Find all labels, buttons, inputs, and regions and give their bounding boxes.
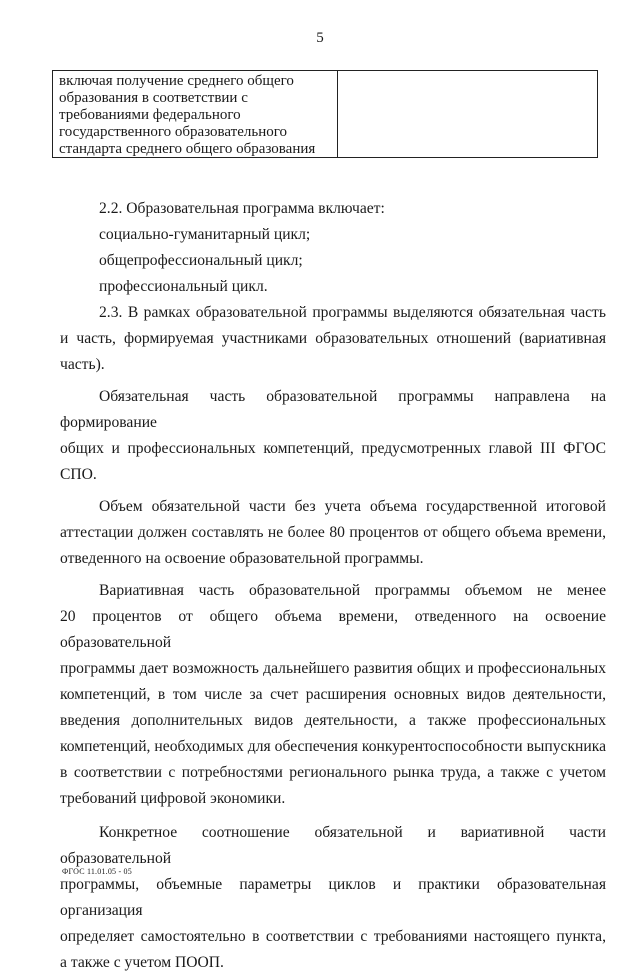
text-line: 2.3. В рамках образовательной программы выделяются обязательная часть — [99, 304, 606, 321]
paragraph-mandatory-volume — [60, 494, 606, 572]
text-line: введения дополнительных видов деятельности, а также профессиональных — [60, 712, 606, 729]
text-line: требований цифровой экономики. — [60, 790, 286, 807]
document-code-footer: ФГОС 11.01.05 - 05 — [62, 867, 132, 876]
table-cell-line: требованиями федерального — [59, 107, 241, 123]
text-line: программы дает возможность дальнейшего развития общих и профессиональных — [60, 660, 606, 677]
text-line: часть). — [60, 356, 105, 373]
page-number: 5 — [316, 30, 324, 46]
text-line: Объем обязательной части без учета объема государственной итоговой — [99, 498, 606, 515]
table-cell-line: включая получение среднего общего — [59, 73, 294, 89]
text-line: в соответствии с потребностями регионального рынка труда, а также с учетом — [60, 764, 606, 781]
paragraph-ratio — [60, 820, 606, 976]
list-item — [60, 248, 606, 274]
text-line: программы, объемные параметры циклов и практики образовательная организация — [60, 876, 606, 919]
paragraph-variable-part — [60, 578, 606, 812]
text-line: а также с учетом ПООП. — [60, 954, 224, 971]
text-line: 20 процентов от общего объема времени, отведенного на освоение образовательной — [60, 608, 606, 651]
text-line: Вариативная часть образовательной программы объемом не менее — [99, 582, 606, 599]
text-line: определяет самостоятельно в соответствии с требованиями настоящего пункта, — [60, 928, 606, 945]
text-line: компетенций, в том числе за счет расширения основных видов деятельности, — [60, 686, 606, 703]
paragraph-2-2 — [60, 196, 606, 222]
text-line: общих и профессиональных компетенций, предусмотренных главой III ФГОС СПО. — [60, 440, 606, 483]
document-body — [60, 196, 606, 976]
text-line: и часть, формируемая участниками образовательных отношений (вариативная — [60, 330, 606, 347]
table-cell-right — [338, 71, 597, 157]
text-line: 2.2. Образовательная программа включает: — [99, 200, 385, 217]
text-line: аттестации должен составлять не более 80 процентов от общего объема времени, — [60, 524, 606, 541]
table-cell-line: государственного образовательного — [59, 124, 288, 140]
paragraph-2-3 — [60, 300, 606, 378]
text-line: отведенного на освоение образовательной программы. — [60, 550, 424, 567]
text-line: общепрофессиональный цикл; — [99, 252, 303, 269]
text-line: Обязательная часть образовательной программы направлена на формирование — [60, 388, 606, 431]
list-item — [60, 274, 606, 300]
table-cell-left — [53, 71, 338, 157]
table-cell-line: образования в соответствии с — [59, 90, 248, 106]
paragraph-mandatory-part — [60, 384, 606, 488]
table-cell-line: стандарта среднего общего образования — [59, 141, 316, 157]
text-line: Конкретное соотношение обязательной и вариативной части образовательной — [60, 824, 606, 867]
text-line: компетенций, необходимых для обеспечения конкурентоспособности выпускника — [60, 738, 606, 755]
continued-table — [52, 70, 598, 158]
text-line: социально-гуманитарный цикл; — [99, 226, 311, 243]
list-item — [60, 222, 606, 248]
text-line: профессиональный цикл. — [99, 278, 268, 295]
